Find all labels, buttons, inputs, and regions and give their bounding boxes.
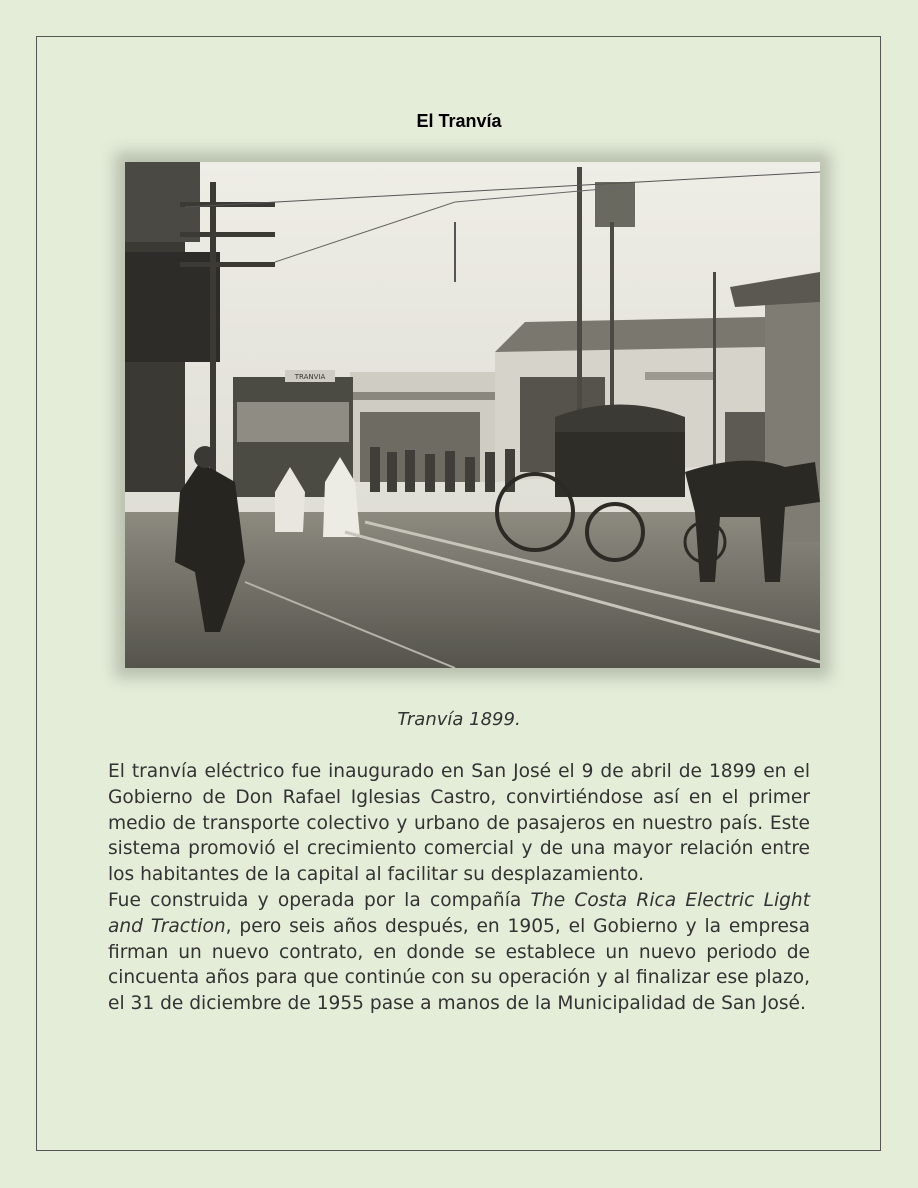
paragraph-2-part-2: , pero seis años después, en 1905, el Gobierno y la empresa firman un nuevo contrato, en donde se establece un nuevo periodo de cincuenta años para que continúe con su operación y al finalizar ese plazo, el 31 de diciembre de 1955 pase a manos de la Municipalidad de San José.: [108, 915, 810, 1015]
company-name: The Costa Rica Electric Light and Traction: [108, 889, 811, 937]
body-text: [108, 759, 810, 1017]
document-title: El Tranvía: [416, 111, 502, 131]
paragraph-2: [108, 888, 810, 1017]
paragraph-1: El tranvía eléctrico fue inaugurado en San José el 9 de abril de 1899 en el Gobierno de Don Rafael Iglesias Castro, convirtiéndose así en el primer medio de transporte colectivo y urbano de pasajeros en nuestro país. Este sistema promovió el crecimiento comercial y de una mayor relación entre los habitantes de la capital al facilitar su desplazamiento.: [108, 761, 810, 886]
tram-sign: TRANVIA: [294, 373, 326, 381]
paragraph-2-part-1: Fue construida y operada por la compañía: [108, 889, 531, 911]
tram-photo: [125, 162, 820, 668]
photo-caption: Tranvía 1899.: [397, 709, 521, 730]
